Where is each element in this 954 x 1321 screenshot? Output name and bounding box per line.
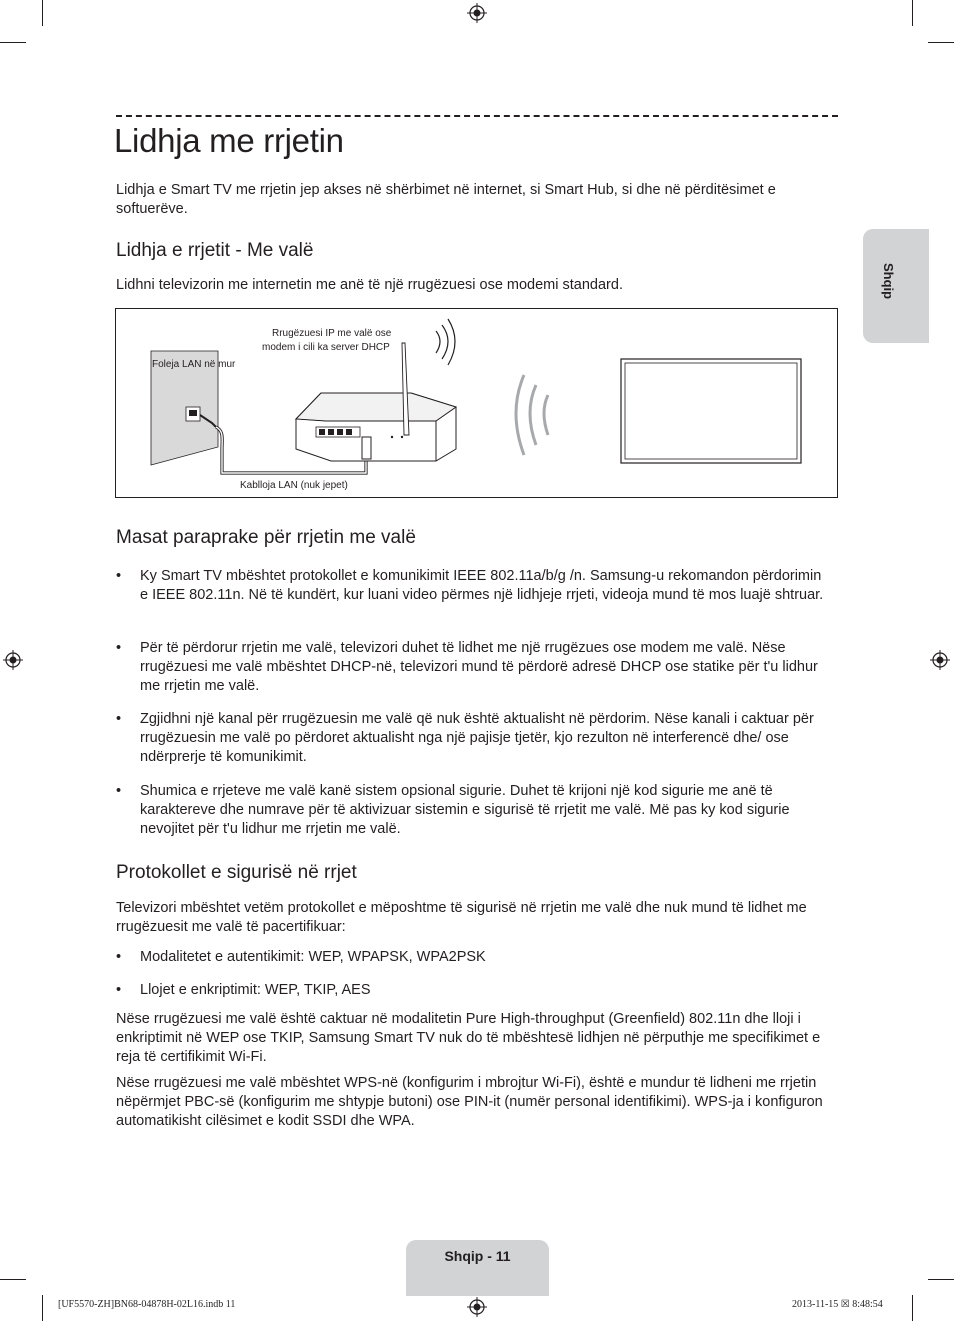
intro-paragraph: Lidhja e Smart TV me rrjetin jep akses në shërbimet në internet, si Smart Hub, si dhe në përditësimet e softuerëve.	[116, 182, 776, 217]
section-heading-precautions: Masat paraprake për rrjetin me valë	[116, 527, 416, 548]
wireless-text: Lidhni televizorin me internetin me anë të një rrugëzuesi ose modemi standard.	[116, 277, 623, 293]
bullet-icon: •	[116, 568, 122, 584]
network-diagram	[115, 308, 838, 498]
antenna-wave-icon	[436, 319, 455, 365]
page-number-tab	[406, 1240, 549, 1296]
bullet-icon: •	[116, 982, 122, 998]
bullet-icon: •	[116, 949, 122, 965]
registration-mark-icon	[3, 650, 23, 670]
page-title: Lidhja me rrjetin	[114, 122, 344, 159]
page-number: Shqip - 11	[444, 1248, 511, 1264]
cable-label: Kablloja LAN (nuk jepet)	[240, 480, 348, 491]
language-side-tab	[863, 229, 929, 343]
crop-mark	[0, 42, 26, 43]
crop-mark	[42, 1295, 43, 1321]
tv-icon	[621, 359, 801, 463]
network-diagram-drawing	[116, 309, 837, 497]
registration-mark-icon	[467, 1297, 487, 1317]
wall-socket-label: Foleja LAN në mur	[152, 359, 236, 370]
print-slug-left: [UF5570-ZH]BN68-04878H-02L16.indb 11	[58, 1299, 236, 1310]
crop-mark	[42, 0, 43, 26]
side-tab-label: Shqip	[881, 263, 896, 300]
section-heading-security: Protokollet e sigurisë në rrjet	[116, 862, 357, 883]
security-intro: Televizori mbështet vetëm protokollet e mëposhtme të sigurisë në rrjetin me valë dhe nuk mund të lidhet me rrugëzuesit me valë të pacertifikuar:	[116, 900, 807, 935]
wireless-signal-icon	[516, 375, 548, 455]
router-icon	[296, 393, 456, 461]
section-heading-wireless: Lidhja e rrjetit - Me valë	[116, 240, 314, 261]
crop-mark	[912, 0, 913, 26]
registration-mark-icon	[467, 3, 487, 23]
router-label-line-2: modem i cili ka server DHCP	[262, 342, 390, 353]
bullet-icon: •	[116, 783, 122, 799]
security-paragraph-1: Nëse rrugëzuesi me valë është caktuar në modalitetin Pure High-throughput (Greenfield) 802.11n dhe lloji i enkriptimit në WEP ose TKIP, Samsung Smart TV nuk do të mbështesë lidhjen në përputhje me specifikimet e reja të certifikimit Wi-Fi.	[116, 1011, 821, 1065]
crop-mark	[912, 1295, 913, 1321]
crop-mark	[928, 1279, 954, 1280]
bullet-icon: •	[116, 711, 122, 727]
security-paragraph-2: Nëse rrugëzuesi me valë mbështet WPS-në (konfigurim i mbrojtur Wi-Fi), është e mundur të lidheni me rrjetin nëpërmjet PBC-së (konfigurim me shtypje butoni) ose PIN-it (numër personal identifikimi). WPS-ja i konfiguron automatikisht cilësimet e kodit SSDI dhe WPA.	[116, 1075, 823, 1129]
title-dashed-rule	[116, 115, 838, 117]
bullet-icon: •	[116, 640, 122, 656]
registration-mark-icon	[930, 650, 950, 670]
print-slug-right: 2013-11-15 ☒ 8:48:54	[792, 1299, 883, 1310]
crop-mark	[928, 42, 954, 43]
crop-mark	[0, 1279, 26, 1280]
router-label-line-1: Rrugëzuesi IP me valë ose	[272, 328, 392, 339]
